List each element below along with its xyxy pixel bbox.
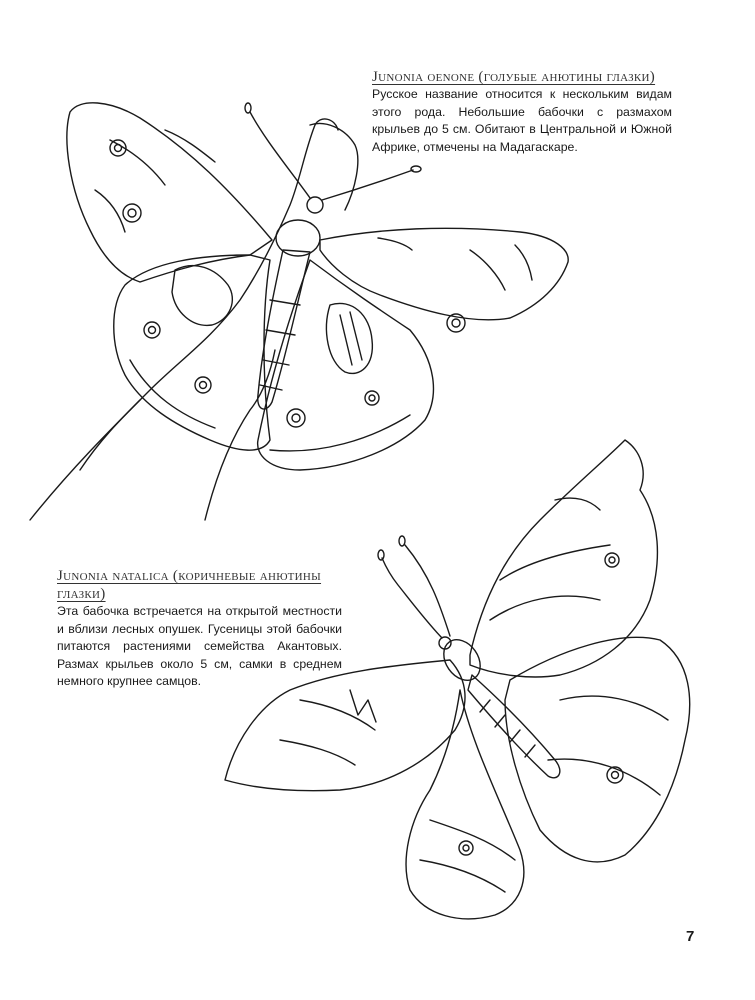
natalica-right-hindwing: [505, 637, 690, 861]
species-title: Junonia natalica (коричневые анютины глазки): [57, 568, 322, 602]
natalica-thorax: [436, 633, 487, 687]
species-title: Junonia oenone (голубые анютины глазки): [372, 69, 656, 85]
page-number: 7: [686, 928, 695, 945]
species-description: Эта бабочка встречается на открытой местности и вблизи лесных опушек. Гусеницы этой бабочки питаются растениями семейства Акантовых. Размах крыльев около 5 см, самки в среднем немного крупнее самцов.: [57, 604, 342, 688]
species-description: Русское название относится к нескольким видам этого рода. Небольшие бабочки с размахом крыльев до 5 см. Обитают в Центральной и Южной Африке, отмечены на Мадагаскаре.: [372, 87, 672, 154]
caption-junonia-natalica: [57, 567, 342, 691]
natalica-upper-forewing: [470, 440, 657, 677]
caption-junonia-oenone: [372, 68, 672, 156]
